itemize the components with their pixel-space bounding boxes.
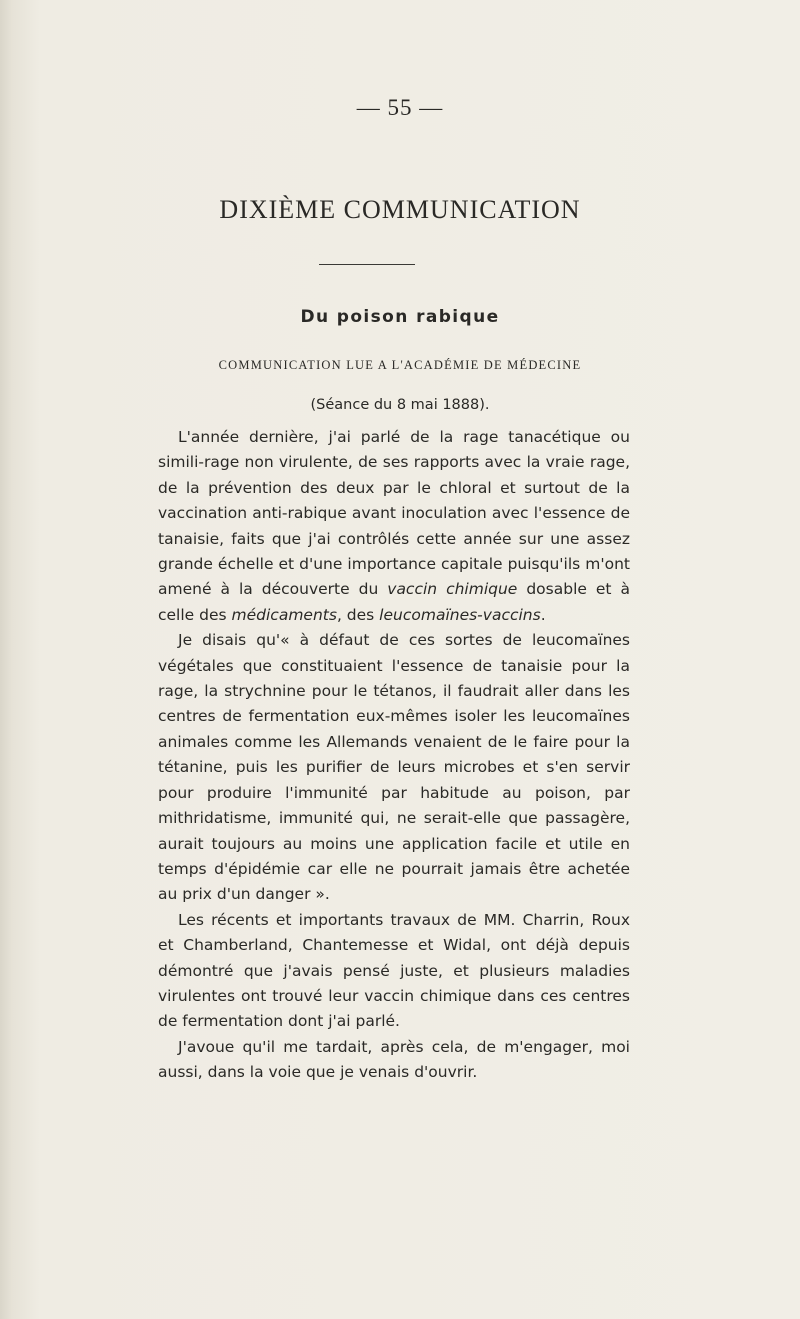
chapter-title: DIXIÈME COMMUNICATION xyxy=(219,195,581,224)
section-subtitle: Du poison rabique xyxy=(300,307,500,327)
paragraph-1-text-c: , des xyxy=(336,605,380,624)
paragraph-1 xyxy=(158,425,630,628)
paragraph-1-text-b: dosable et à celle des xyxy=(158,580,630,624)
communication-heading: COMMUNICATION LUE A L'ACADÉMIE DE MÉDECINE xyxy=(218,358,582,372)
body-text xyxy=(158,425,630,1086)
paragraph-2: Je disais qu'« à défaut de ces sortes de leucomaïnes végétales que constituaient l'essence de tanaisie pour la rage, la strychnine pour le tétanos, il faudrait aller dans les centres de fermentation eux-mêmes isoler les leucomaïnes animales comme les Allemands venaient de le faire pour la tétanine, puis les purifier de leurs microbes et s'en servir pour produire l'immunité par habitude au poison, par mithridatisme, immunité qui, ne serait-elle que passagère, aurait toujours au moins une application facile et utile en temps d'épidémie car elle ne pourrait jamais être achetée au prix d'un danger ». xyxy=(158,631,630,904)
paragraph-3: Les récents et importants travaux de MM. Charrin, Roux et Chamberland, Chantemesse et Widal, ont déjà depuis démontré que j'avais pensé juste, et plusieurs maladies virulentes ont trouvé leur vaccin chimique dans ces centres de fermentation dont j'ai parlé. xyxy=(158,910,630,1031)
paragraph-1-text-d: . xyxy=(540,605,546,624)
emphasis-vaccin-chimique: vaccin chimique xyxy=(387,580,518,599)
paragraph-4: J'avoue qu'il me tardait, après cela, de m'engager, moi aussi, dans la voie que je venais d'ouvrir. xyxy=(158,1037,630,1082)
emphasis-leucomaines-vaccins: leucomaïnes-vaccins xyxy=(379,605,541,624)
paragraph-1-text-a: L'année dernière, j'ai parlé de la rage tanacétique ou simili-rage non virulente, de ses rapports avec la vraie rage, de la prévention des deux par le chloral et surtout de la vaccination anti-rabique avant inoculation avec l'essence de tanaisie, faits que j'ai contrôlés cette année sur une assez grande échelle et d'une importance capitale puisqu'ils m'ont amené à la découverte du xyxy=(158,428,630,599)
emphasis-medicaments: médicaments xyxy=(231,605,337,624)
session-date: (Séance du 8 mai 1888). xyxy=(310,397,490,413)
title-divider xyxy=(319,264,415,265)
page-number: — 55 — xyxy=(356,95,444,120)
